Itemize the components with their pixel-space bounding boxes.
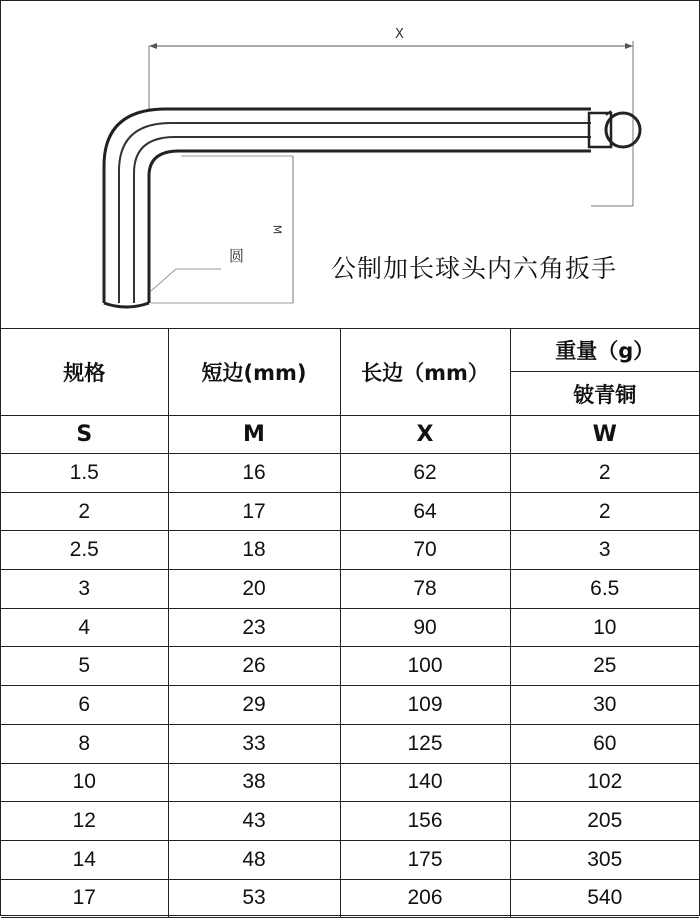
header-material: 铍青铜: [510, 372, 699, 416]
cell-weight: 2: [510, 454, 699, 493]
cell-spec: 2: [1, 492, 168, 531]
cell-long-side: 78: [340, 570, 510, 609]
header-short-side: 短边(mm): [168, 329, 340, 416]
dimension-x-label: X: [395, 27, 404, 42]
symbol-x: X: [340, 416, 510, 454]
cell-weight: 205: [510, 802, 699, 841]
cell-spec: 5: [1, 647, 168, 686]
table-row: [1, 724, 699, 763]
cell-weight: 30: [510, 686, 699, 725]
cell-spec: 3: [1, 570, 168, 609]
cell-long-side: 64: [340, 492, 510, 531]
cell-long-side: 90: [340, 608, 510, 647]
symbol-m: M: [168, 416, 340, 454]
cell-spec: 1.5: [1, 454, 168, 493]
header-spec: 规格: [1, 329, 168, 416]
cell-long-side: 100: [340, 647, 510, 686]
table-row: [1, 647, 699, 686]
symbol-s: S: [1, 416, 168, 454]
cell-short-side: 16: [168, 454, 340, 493]
cell-weight: 25: [510, 647, 699, 686]
dimension-m-label: M: [270, 224, 284, 235]
wrench-drawing: [1, 1, 699, 329]
spec-table: [1, 328, 699, 918]
header-weight: 重量（g）: [510, 329, 699, 372]
cell-long-side: 206: [340, 879, 510, 918]
cell-short-side: 29: [168, 686, 340, 725]
table-row: [1, 763, 699, 802]
cell-short-side: 38: [168, 763, 340, 802]
cell-weight: 60: [510, 724, 699, 763]
cell-weight: 10: [510, 608, 699, 647]
cell-short-side: 53: [168, 879, 340, 918]
cell-spec: 14: [1, 840, 168, 879]
cell-spec: 12: [1, 802, 168, 841]
table-row: [1, 454, 699, 493]
table-row: [1, 840, 699, 879]
cell-short-side: 17: [168, 492, 340, 531]
cell-spec: 4: [1, 608, 168, 647]
cell-spec: 8: [1, 724, 168, 763]
drawing-title: 公制加长球头内六角扳手: [331, 254, 618, 283]
cell-long-side: 70: [340, 531, 510, 570]
table-row: [1, 879, 699, 918]
cell-weight: 3: [510, 531, 699, 570]
cell-weight: 540: [510, 879, 699, 918]
cell-weight: 305: [510, 840, 699, 879]
cell-short-side: 26: [168, 647, 340, 686]
cell-long-side: 175: [340, 840, 510, 879]
cell-short-side: 33: [168, 724, 340, 763]
table-row: [1, 608, 699, 647]
table-row: [1, 492, 699, 531]
cell-long-side: 62: [340, 454, 510, 493]
cell-weight: 102: [510, 763, 699, 802]
table-row: [1, 531, 699, 570]
symbol-w: W: [510, 416, 699, 454]
cell-short-side: 23: [168, 608, 340, 647]
cell-weight: 6.5: [510, 570, 699, 609]
cell-long-side: 125: [340, 724, 510, 763]
cell-long-side: 109: [340, 686, 510, 725]
table-row: [1, 570, 699, 609]
cell-spec: 17: [1, 879, 168, 918]
cell-long-side: 140: [340, 763, 510, 802]
table-row: [1, 802, 699, 841]
cell-short-side: 18: [168, 531, 340, 570]
cell-short-side: 43: [168, 802, 340, 841]
cell-spec: 10: [1, 763, 168, 802]
cell-spec: 2.5: [1, 531, 168, 570]
table-row: [1, 686, 699, 725]
cell-long-side: 156: [340, 802, 510, 841]
cell-spec: 6: [1, 686, 168, 725]
cell-weight: 2: [510, 492, 699, 531]
round-note: 圆: [229, 247, 245, 265]
header-long-side: 长边（mm）: [340, 329, 510, 416]
cell-short-side: 48: [168, 840, 340, 879]
cell-short-side: 20: [168, 570, 340, 609]
